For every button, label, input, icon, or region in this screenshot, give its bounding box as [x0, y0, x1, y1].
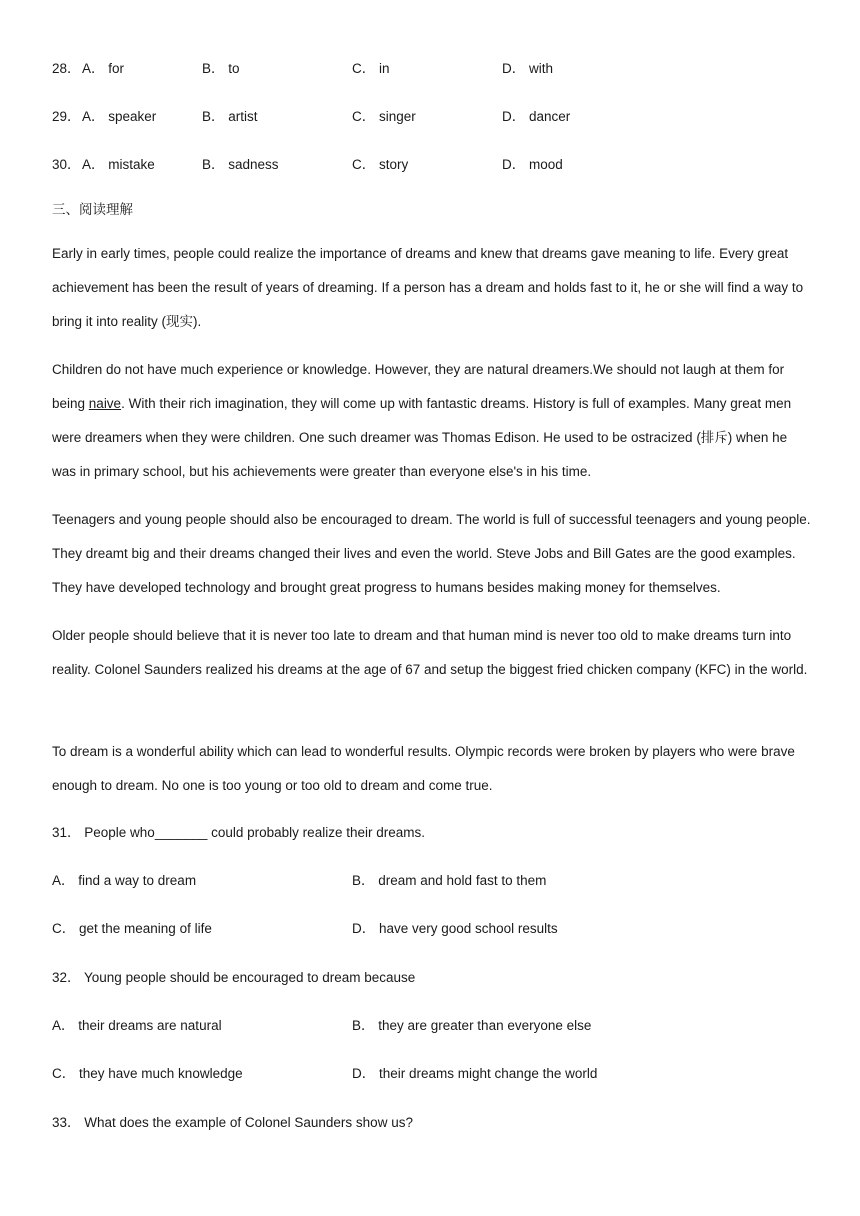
- option-c: C． singer: [352, 109, 416, 124]
- option-c: C． get the meaning of life: [52, 921, 212, 936]
- option-d: D． have very good school results: [352, 921, 558, 936]
- underlined-word: naive: [88, 396, 122, 411]
- section-heading: 三、阅读理解: [52, 202, 133, 218]
- option-a: A． mistake: [82, 157, 155, 172]
- paragraph-text: . With their rich imagination, they will come up with fantastic dreams. History is full of examples. Many great men were dreamers when they were children. One such dreamer was Thomas Edison. He used to be ostracized (排斥) when he was in primary school, but his achievements were greater than everyone else's in his time.: [52, 396, 792, 479]
- question-30-options: [52, 155, 812, 175]
- option-d: D． mood: [502, 157, 563, 172]
- option-b: B． artist: [202, 109, 258, 124]
- question-32-options-row-1: [52, 1016, 812, 1036]
- option-c: C． in: [352, 61, 390, 76]
- option-b: B． dream and hold fast to them: [352, 873, 547, 888]
- option-d: D． their dreams might change the world: [352, 1066, 598, 1081]
- option-a: A． for: [82, 61, 125, 76]
- option-a: A． their dreams are natural: [52, 1018, 222, 1033]
- option-b: B． they are greater than everyone else: [352, 1018, 592, 1033]
- passage-paragraph-4: Older people should believe that it is never too late to dream and that human mind is never too old to make dreams turn into reality. Colonel Saunders realized his dreams at the age of 67 and setup the biggest fried chicken company (KFC) in the world.: [52, 628, 808, 677]
- question-number: 28．: [52, 61, 81, 76]
- passage-paragraph-2: [52, 353, 812, 489]
- option-a: A． find a way to dream: [52, 873, 197, 888]
- question-29-options: [52, 107, 812, 127]
- passage-paragraph-5: To dream is a wonderful ability which can lead to wonderful results. Olympic records were broken by players who were brave enough to dream. No one is too young or too old to dream and come true.: [52, 744, 795, 793]
- option-b: B． to: [202, 61, 240, 76]
- option-d: D． with: [502, 61, 554, 76]
- option-c: C． story: [352, 157, 409, 172]
- passage-paragraph-3: Teenagers and young people should also be encouraged to dream. The world is full of successful teenagers and young people. They dreamt big and their dreams changed their lives and even the world. Steve Jobs and Bill Gates are the good examples. They have developed technology and brought great progress to humans besides making money for themselves.: [52, 512, 811, 595]
- question-28-options: [52, 59, 812, 79]
- option-b: B． sadness: [202, 157, 279, 172]
- option-c: C． they have much knowledge: [52, 1066, 243, 1081]
- paragraph-text: Children do not have much experience or knowledge. However, they are natural dreamers.We should not laugh at them for being: [52, 362, 785, 411]
- question-number: 29．: [52, 109, 81, 124]
- question-31-stem: 31． People who_______ could probably realize their dreams.: [52, 825, 425, 840]
- question-31-options-row-2: [52, 919, 812, 939]
- passage-paragraph-1: Early in early times, people could realize the importance of dreams and knew that dreams gave meaning to life. Every great achievement has been the result of years of dreaming. If a person has a dream and holds fast to it, he or she will find a way to bring it into reality (现实).: [52, 246, 804, 329]
- option-d: D． dancer: [502, 109, 571, 124]
- option-a: A． speaker: [82, 109, 157, 124]
- question-32-stem: 32． Young people should be encouraged to dream because: [52, 970, 416, 985]
- question-31-options-row-1: [52, 871, 812, 891]
- question-33-stem: 33． What does the example of Colonel Saunders show us?: [52, 1115, 413, 1130]
- question-32-options-row-2: [52, 1064, 812, 1084]
- question-number: 30．: [52, 157, 81, 172]
